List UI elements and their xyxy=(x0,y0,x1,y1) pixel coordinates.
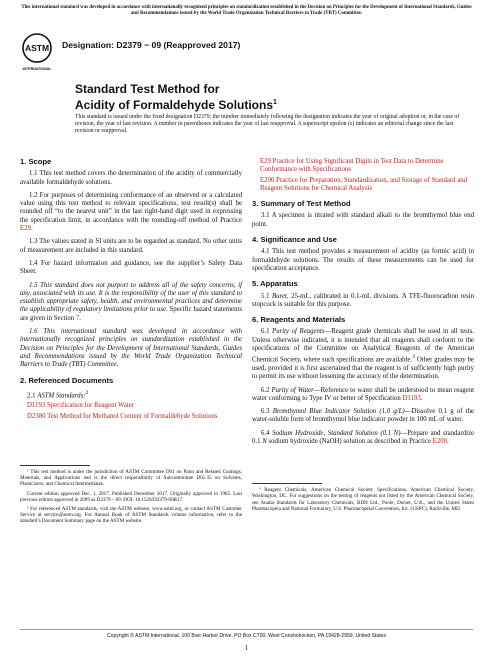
para-6-2 xyxy=(252,387,474,404)
left-column xyxy=(20,158,242,528)
section-4-heading: 4. Significance and Use xyxy=(252,235,337,245)
footnote-1: ¹ This test method is under the jurisdiction of ASTM Committee D01 on Paint and Related Coatings, Materials, and Applications and is the direct responsibility of Subcommittee D01.35 on Solvents, Plasticizers, and Chemical Intermediates. xyxy=(20,468,242,488)
para-6-2-term: Purity of Water xyxy=(271,386,314,394)
footnote-2: ² For referenced ASTM standards, visit the ASTM website, www.astm.org, or contact ASTM Customer Service at service@astm.org. For Annual Book of ASTM Standards volume information, refer to the standard’s Document Summary page on the ASTM website. xyxy=(20,506,242,525)
ref-e29-title[interactable]: Practice for Using Significant Digits in Test Data to Determine Conformance with Specifications xyxy=(260,158,444,174)
ref-2-1 xyxy=(27,389,242,401)
title-line-2-text: Acidity of Formaldehyde Solutions xyxy=(75,98,274,112)
ref-d2380-title[interactable]: Test Method for Methanol Content of Formaldehyde Solutions xyxy=(45,412,218,420)
para-6-4-num: 6.4 xyxy=(261,429,273,437)
link-e200-body[interactable]: E200 xyxy=(432,437,448,445)
section-6-heading: 6. Reagents and Materials xyxy=(252,315,346,325)
issuance-note: This standard is issued under the fixed designation D2379; the number immediately following the designation indicates the year of original adoption or, in the case of revision, the year of last revision. A number in parentheses indicates the year of last reapproval. A superscript epsilon (ε) indicates an editorial change since the last revision or reapproval. xyxy=(75,114,460,135)
para-1-2 xyxy=(20,192,242,233)
para-6-4-n: N xyxy=(262,437,267,445)
para-1-3: 1.3 The values stated in SI units are to be regarded as standard. No other units of measurement are included in this standard. xyxy=(20,238,242,254)
para-6-4-text: —Prepare and standardize 0.1 xyxy=(252,429,474,445)
ref-2-1-num: 2.1 xyxy=(27,392,38,400)
tbt-notice: This international standard was developed in accordance with internationally recognized principles on standardization established in the Decision on Principles for the Development of International Standards, Guides and Recommendations issued by the World Trade Organization Technical Barriers to Trade (TBT) Committee. xyxy=(21,5,472,17)
para-6-4 xyxy=(252,430,474,447)
right-column xyxy=(252,158,474,515)
para-6-1-text: —Reagent grade chemicals shall be used in all tests. Unless otherwise indicated, it is intended that all reagents shall conform to the specifications of the Committee on Analytical Reagents of the American Chemical Society, where such specifications are available. xyxy=(252,328,474,364)
para-1-5-end: . xyxy=(79,314,81,322)
astm-logo xyxy=(20,32,54,72)
ref-d1193 xyxy=(27,402,242,410)
para-1-2-text: 1.2 For purposes of determining conformance of an observed or a calculated value using this test method to relevant specifications, test result(s) shall be rounded off “to the nearest unit” in the last right-hand digit used in expressing the specification limit, in accordance with the rounding-off method of Practice xyxy=(20,191,242,224)
para-6-3 xyxy=(252,408,474,425)
para-6-1-sup: 3 xyxy=(412,354,415,361)
link-d1193-body[interactable]: D1193 xyxy=(402,394,421,402)
para-6-4-term: Sodium Hydroxide, Standard Solution (0.1 N) xyxy=(272,429,401,437)
copyright-footer: Copyright © ASTM International, 100 Barr Harbor Drive, PO Box C700, West Conshohocken, PA 19428-2959. United States xyxy=(106,633,387,639)
footnote-1b: Current edition approved Dec. 1, 2017. Published December 2017. Originally approved in 1965. Last previous edition approved in 2009 as D2379 – 09. DOI: 10.1520/D2379-09R17. xyxy=(20,490,242,503)
link-section-7[interactable]: 7 xyxy=(75,314,80,322)
para-6-1-term: Purity of Reagents xyxy=(272,328,325,336)
para-1-5-text: Specific hazard statements are given in Section xyxy=(20,306,243,322)
footnote-3: ³ Reagent Chemicals, American Chemical Society Specifications, American Chemical Society, Washington, DC. For suggestions on the testing of reagents not listed by the American Chemical Society, see Analar Standards for Laboratory Chemicals, BDH Ltd., Poole, Dorset, U.K., and the United States Pharmacopeia and National Formulary, U.S. Pharmacopeial Convention, Inc. (USPC), Rockville, MD. xyxy=(252,487,474,512)
link-e200-ref[interactable]: E200 xyxy=(260,176,275,184)
para-1-5-italic: 1.5 This standard does not purport to address all of the safety concerns, if any, associated with its use. It is the responsibility of the user of this standard to establish appropriate safety, health, and environmental practices and determine the applicability of regulatory limitations prior to use. xyxy=(20,281,242,314)
para-1-6 xyxy=(20,328,242,369)
ref-d1193-title[interactable]: Specification for Reagent Water xyxy=(45,402,135,410)
para-5-1-text: 25-mL, calibrated in 0.1-mL divisions. A TFE-fluorocarbon resin stopcock is suitable for this purpose. xyxy=(252,292,474,308)
para-6-4-text-2: sodium hydroxide (NaOH) solution as described in Practice xyxy=(266,437,433,445)
para-6-3-term: Bromthymol Blue Indicator Solution (1.0 g/L) xyxy=(272,408,405,416)
footnote-rule xyxy=(20,465,90,466)
para-5-1-term: Buret, xyxy=(272,292,289,300)
para-6-2-text: —Reference to water shall be understood to mean reagent water conforming to Type IV or better of Specification xyxy=(252,386,474,402)
section-1-heading: 1. Scope xyxy=(20,157,52,166)
page-title xyxy=(75,82,277,112)
link-e29[interactable]: E29 xyxy=(20,225,31,233)
ref-d2380 xyxy=(27,413,242,421)
para-6-3-num: 6.3 xyxy=(261,408,273,416)
para-6-3-text: —Dissolve 0.1 g of the water-soluble form of bromthymol blue indicator powder in 100 mL of water. xyxy=(252,408,474,424)
title-line-1: Standard Test Method for xyxy=(75,82,220,96)
footnote-rule-right xyxy=(252,483,322,484)
svg-text:ASTM: ASTM xyxy=(24,43,50,53)
link-d2380[interactable]: D2380 xyxy=(27,412,46,420)
para-1-4: 1.4 For hazard information and guidance, see the supplier’s Safety Data Sheet. xyxy=(20,259,242,276)
designation: Designation: D2379 − 09 (Reapproved 2017) xyxy=(62,40,241,50)
para-6-2-end: . xyxy=(420,394,423,402)
link-d1193[interactable]: D1193 xyxy=(27,402,46,410)
para-5-1 xyxy=(252,293,474,310)
ref-2-1-sup: 2 xyxy=(85,389,89,396)
para-1-5 xyxy=(20,282,242,323)
ref-e29 xyxy=(260,158,474,175)
svg-text:INTERNATIONAL: INTERNATIONAL xyxy=(22,67,52,71)
ref-e200 xyxy=(260,177,474,194)
link-e29-ref[interactable]: E29 xyxy=(260,158,271,165)
para-6-1 xyxy=(252,328,474,381)
para-4-1: 4.1 This test method provides a measurement of acidity (as formic acid) in formaldehyde solutions. The results of these measurements can be used for specification acceptance. xyxy=(252,248,474,272)
section-2-heading: 2. Referenced Documents xyxy=(20,375,114,385)
section-5-heading: 5. Apparatus xyxy=(252,279,298,289)
para-5-1-num: 5.1 xyxy=(261,292,273,300)
ref-2-1-title: ASTM Standards: xyxy=(37,392,86,400)
para-1-1: 1.1 This test method covers the determination of the acidity of commercially available formaldehyde solutions. xyxy=(20,170,242,186)
title-line-2 xyxy=(75,96,277,112)
para-6-2-num: 6.2 xyxy=(261,386,272,394)
para-6-4-end: . xyxy=(447,437,449,445)
section-3-heading: 3. Summary of Test Method xyxy=(252,199,351,209)
ref-e200-title[interactable]: Practice for Preparation, Standardization, and Storage of Standard and Reagent Solutions for Chemical Analysis xyxy=(260,176,468,192)
para-3-1: 3.1 A specimen is titrated with standard alkali to the bromthymol blue end point. xyxy=(252,212,474,228)
para-6-1-num: 6.1 xyxy=(261,328,273,336)
footer-rule xyxy=(20,629,473,630)
para-1-6-italic: 1.6 This international standard was developed in accordance with internationally recognized principles on standardization established in the Decision on Principles for the Development of International Standards, Guides and Recommendations issued by the World Trade Organization Technical Barriers to Trade (TBT) Committee. xyxy=(20,328,242,369)
para-6-1-text-2: Other grades may be used, provided it is first ascertained that the reagent is of sufficiently high purity to permit its use without lessening the accuracy of the determination. xyxy=(252,356,474,381)
page-number: 1 xyxy=(244,645,249,652)
title-footnote-mark: 1 xyxy=(273,99,277,106)
para-1-2-end: . xyxy=(30,225,33,233)
